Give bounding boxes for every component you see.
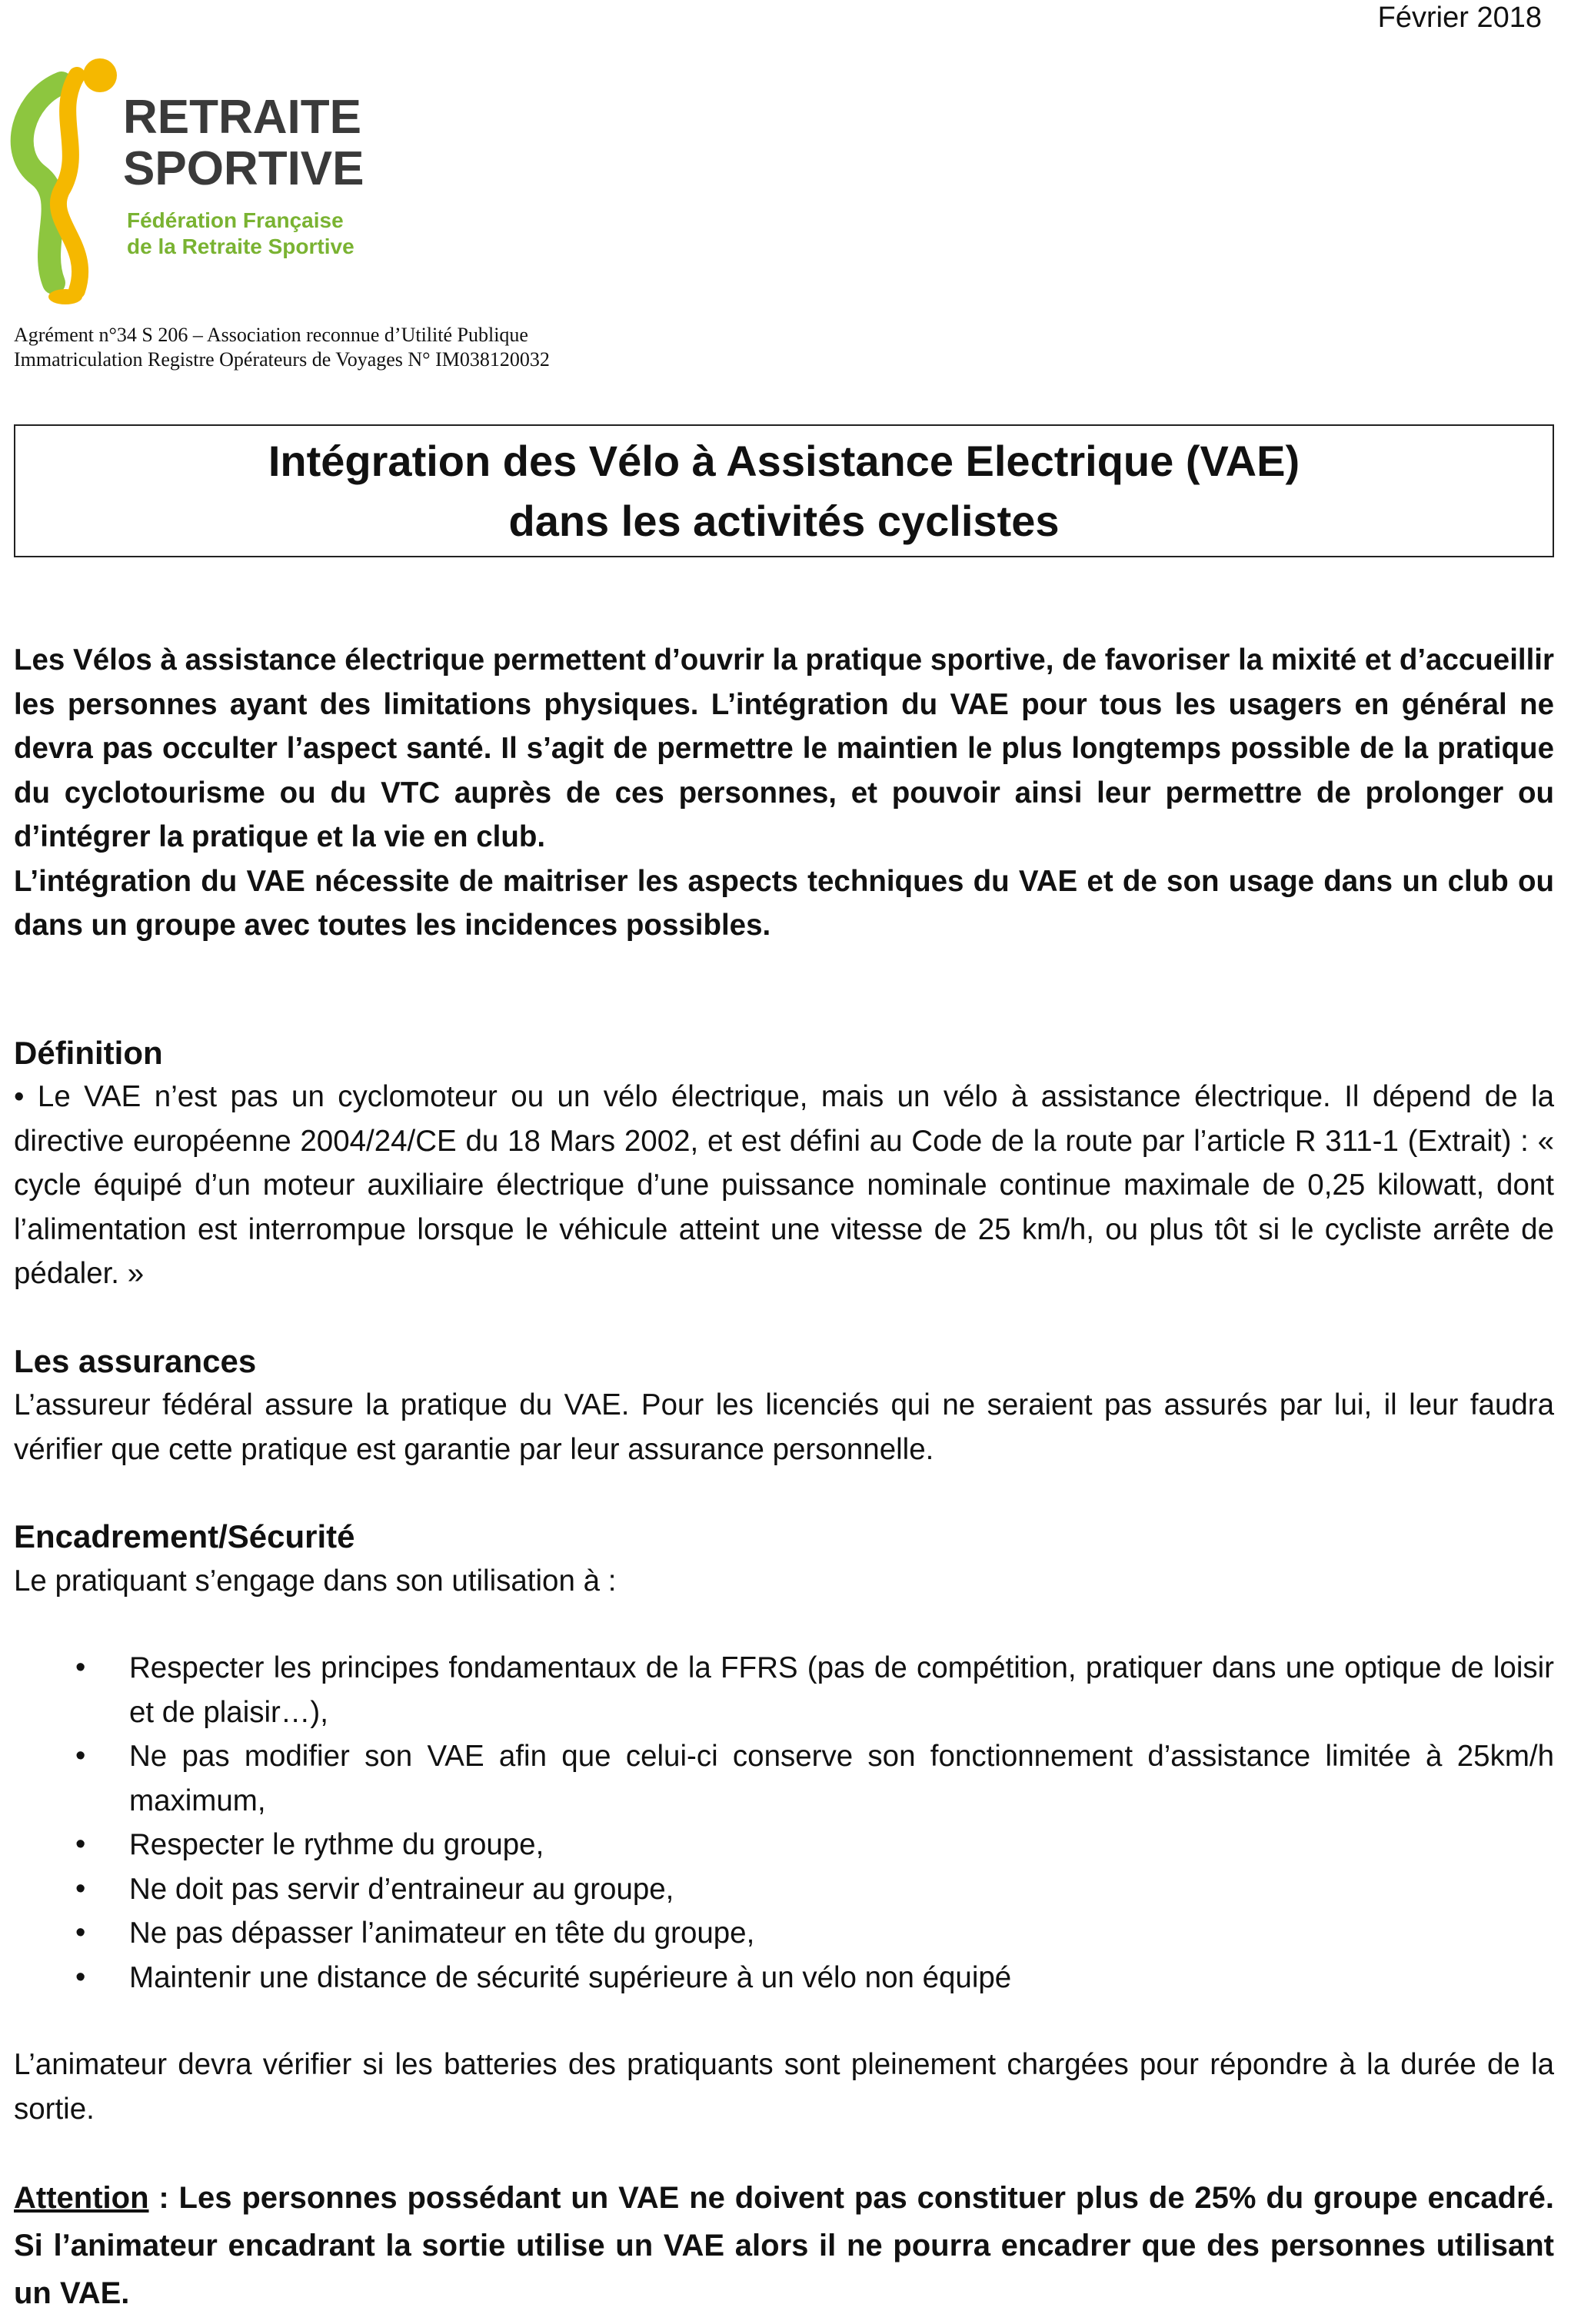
logo-line-federation: Fédération Française [127,208,344,232]
retraite-sportive-logo [8,52,392,306]
bullet-icon: • [75,1960,86,1993]
document-title [14,424,1554,557]
bullet-icon: • [75,1872,86,1905]
encadrement-heading: Encadrement/Sécurité [14,1518,355,1554]
bullet-icon: • [75,1917,86,1949]
logo-line-retraite-sportive: de la Retraite Sportive [127,234,354,258]
intro-paragraph-2: L’intégration du VAE nécessite de maitriser les aspects techniques du VAE et de son usage dans un club ou dans un groupe avec toutes les incidences possibles. [14,864,1554,942]
assurances-text: L’assureur fédéral assure la pratique du VAE. Pour les licenciés qui ne seraient pas assurés par lui, il leur faudra vérifier que cette pratique est garantie par leur assurance personnelle. [14,1388,1554,1466]
list-item: • Ne pas dépasser l’animateur en tête du groupe, [14,1911,1554,1956]
logo-line-retraite: RETRAITE [123,91,361,144]
definition-heading: Définition [14,1034,163,1071]
immatriculation-line: Immatriculation Registre Opérateurs de Voyages N° IM038120032 [14,348,550,371]
list-item: • Respecter le rythme du groupe, [14,1823,1554,1867]
agrement-block [14,323,550,372]
agrement-line: Agrément n°34 S 206 – Association reconnue d’Utilité Publique [14,324,528,346]
list-item: • Ne pas modifier son VAE afin que celui-ci conserve son fonctionnement d’assistance limitée à 25km/h maximum, [14,1734,1554,1823]
intro-paragraph: Les Vélos à assistance électrique permettent d’ouvrir la pratique sportive, de favoriser la mixité et d’accueillir les personnes ayant des limitations physiques. L’intégration du VAE pour tous les usagers en général ne devra pas occulter l’aspect santé. Il s’agit de permettre le maintien le plus longtemps possible de la pratique du cyclotourisme ou du VTC auprès de ces personnes, et pouvoir ainsi leur permettre de prolonger ou d’intégrer la pratique et la vie en club. [14,643,1554,853]
engagement-list [14,1646,1554,2000]
title-line-2: dans les activités cyclistes [508,496,1060,545]
animateur-paragraph: L’animateur devra vérifier si les batteries des pratiquants sont pleinement chargées pour répondre à la durée de la sortie. [14,2048,1554,2126]
encadrement-lead: Le pratiquant s’engage dans son utilisation à : [14,1564,617,1598]
list-item: • Respecter les principes fondamentaux de la FFRS (pas de compétition, pratiquer dans une optique de loisir et de plaisir…), [14,1646,1554,1734]
assurances-heading: Les assurances [14,1342,257,1379]
list-item: • Ne doit pas servir d’entraineur au groupe, [14,1867,1554,1912]
attention-text: : Les personnes possédant un VAE ne doivent pas constituer plus de 25% du groupe encadré. Si l’animateur encadrant la sortie utilise un VAE alors il ne pourra encadrer que des personnes utilisant un VAE. [14,2181,1554,2310]
title-line-1: Intégration des Vélo à Assistance Electrique (VAE) [268,436,1300,485]
bullet-icon: • [75,1651,86,1684]
bullet-icon: • [75,1740,86,1772]
logo-line-sportive: SPORTIVE [123,142,364,195]
attention-label: Attention [14,2181,149,2215]
list-item: • Maintenir une distance de sécurité supérieure à un vélo non équipé [14,1956,1554,2000]
definition-text: • Le VAE n’est pas un cyclomoteur ou un vélo électrique, mais un vélo à assistance électrique. Il dépend de la directive européenne 2004/24/CE du 18 Mars 2002, et est défini au Code de la route par l’article R 311-1 (Extrait) : « cycle équipé d’un moteur auxiliaire électrique d’une puissance nominale continue maximale de 0,25 kilowatt, dont l’alimentation est interrompue lorsque le véhicule atteint une vitesse de 25 km/h, ou plus tôt si le cycliste arrête de pédaler. » [14,1080,1554,1290]
document-date: Février 2018 [1377,2,1542,34]
attention-paragraph [14,2174,1554,2317]
bullet-icon: • [75,1828,86,1860]
document-body [14,638,1554,2317]
